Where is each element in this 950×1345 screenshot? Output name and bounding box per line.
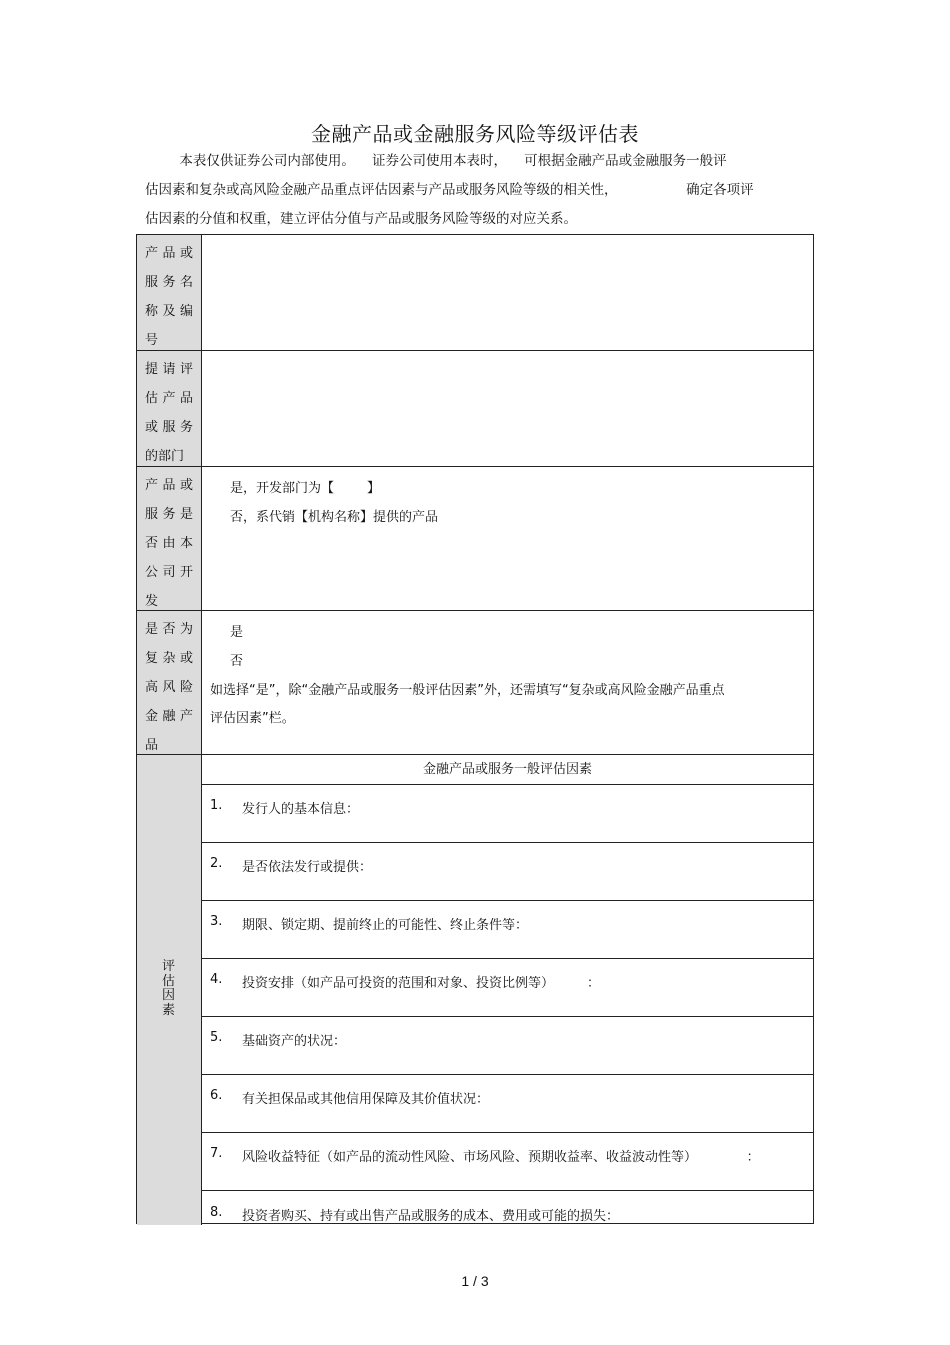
label-complex-high-risk (137, 611, 202, 754)
label-line: 称 及 编 (145, 304, 193, 319)
intro-paragraph (145, 147, 805, 234)
label-char: 因 (161, 988, 175, 1003)
label-line: 产 品 或 (145, 478, 193, 493)
label-line: 服 务 名 (145, 275, 193, 290)
row-product-name (137, 235, 813, 351)
factor-row[interactable] (202, 843, 813, 901)
product-name-field[interactable] (202, 235, 813, 350)
factor-text: 是否依法发行或提供： (242, 860, 373, 875)
label-line: 发 (145, 594, 159, 609)
complex-note-line: 如选择“是”，除“金融产品或服务一般评估因素”外，还需填写“复杂或高风险金融产品重点 (210, 683, 725, 698)
label-evaluation-factors (137, 755, 202, 1225)
factor-row[interactable] (202, 1075, 813, 1133)
label-line: 的部门 (145, 449, 185, 464)
label-line: 号 (145, 333, 159, 348)
factor-number: 4. (210, 972, 223, 987)
intro-line: 本表仅供证券公司内部使用。 证券公司使用本表时， 可根据金融产品或金融服务一般评 (145, 153, 727, 169)
factor-number: 3. (210, 914, 223, 929)
assessment-table (136, 234, 814, 1224)
option-developed-no[interactable]: 否，系代销【机构名称】提供的产品 (230, 510, 439, 525)
factor-text: 投资安排（如产品可投资的范围和对象、投资比例等） ： (242, 976, 601, 991)
factor-text: 期限、锁定期、提前终止的可能性、终止条件等： (242, 918, 529, 933)
factor-row[interactable] (202, 785, 813, 843)
factor-row[interactable] (202, 901, 813, 959)
factor-row[interactable] (202, 959, 813, 1017)
vertical-label (137, 960, 200, 1018)
factor-text: 发行人的基本信息： (242, 802, 360, 817)
label-department (137, 351, 202, 466)
row-department (137, 351, 813, 467)
label-developed-in-house (137, 467, 202, 610)
factor-row[interactable] (202, 1133, 813, 1191)
department-field[interactable] (202, 351, 813, 466)
factor-number: 2. (210, 856, 223, 871)
factor-number: 1. (210, 798, 223, 813)
label-char: 评 (161, 959, 175, 974)
label-line: 金 融 产 (145, 709, 193, 724)
label-line: 复 杂 或 (145, 651, 193, 666)
row-developed-in-house (137, 467, 813, 611)
label-char: 素 (161, 1002, 175, 1018)
factor-number: 6. (210, 1088, 223, 1103)
intro-line: 估因素和复杂或高风险金融产品重点评估因素与产品或服务风险等级的相关性， 确定各项评 (145, 182, 754, 198)
factor-number: 7. (210, 1146, 223, 1161)
label-line: 或 服 务 (145, 420, 193, 435)
label-product-name (137, 235, 202, 350)
factor-text: 基础资产的状况： (242, 1034, 347, 1049)
label-line: 产 品 或 (145, 246, 193, 261)
factor-number: 8. (210, 1205, 223, 1220)
factor-row[interactable] (202, 1017, 813, 1075)
factor-text: 有关担保品或其他信用保障及其价值状况： (242, 1092, 490, 1107)
option-complex-yes[interactable]: 是 (230, 625, 244, 640)
label-line: 服 务 是 (145, 507, 193, 522)
label-line: 公 司 开 (145, 565, 193, 580)
label-line: 高 风 险 (145, 680, 193, 695)
intro-line: 估因素的分值和权重，建立评估分值与产品或服务风险等级的对应关系。 (145, 211, 577, 227)
label-line: 是 否 为 (145, 622, 193, 637)
factor-number: 5. (210, 1030, 223, 1045)
option-developed-yes[interactable]: 是，开发部门为【 】 (230, 481, 381, 496)
factor-text: 风险收益特征（如产品的流动性风险、市场风险、预期收益率、收益波动性等） ： (242, 1150, 760, 1165)
row-complex-high-risk (137, 611, 813, 755)
label-line: 否 由 本 (145, 536, 193, 551)
factors-header: 金融产品或服务一般评估因素 (202, 755, 813, 785)
option-complex-no[interactable]: 否 (230, 654, 244, 669)
developed-options (202, 467, 813, 610)
complex-options (202, 611, 813, 754)
page-number: 1 / 3 (461, 1273, 489, 1289)
form-title: 金融产品或金融服务风险等级评估表 (311, 122, 639, 146)
label-line: 提 请 评 (145, 362, 193, 377)
factor-row[interactable] (202, 1191, 813, 1223)
label-line: 估 产 品 (145, 391, 193, 406)
label-char: 估 (161, 973, 175, 989)
label-line: 品 (145, 738, 159, 753)
complex-note-line: 评估因素”栏。 (210, 711, 295, 726)
factor-text: 投资者购买、持有或出售产品或服务的成本、费用或可能的损失： (242, 1209, 620, 1224)
